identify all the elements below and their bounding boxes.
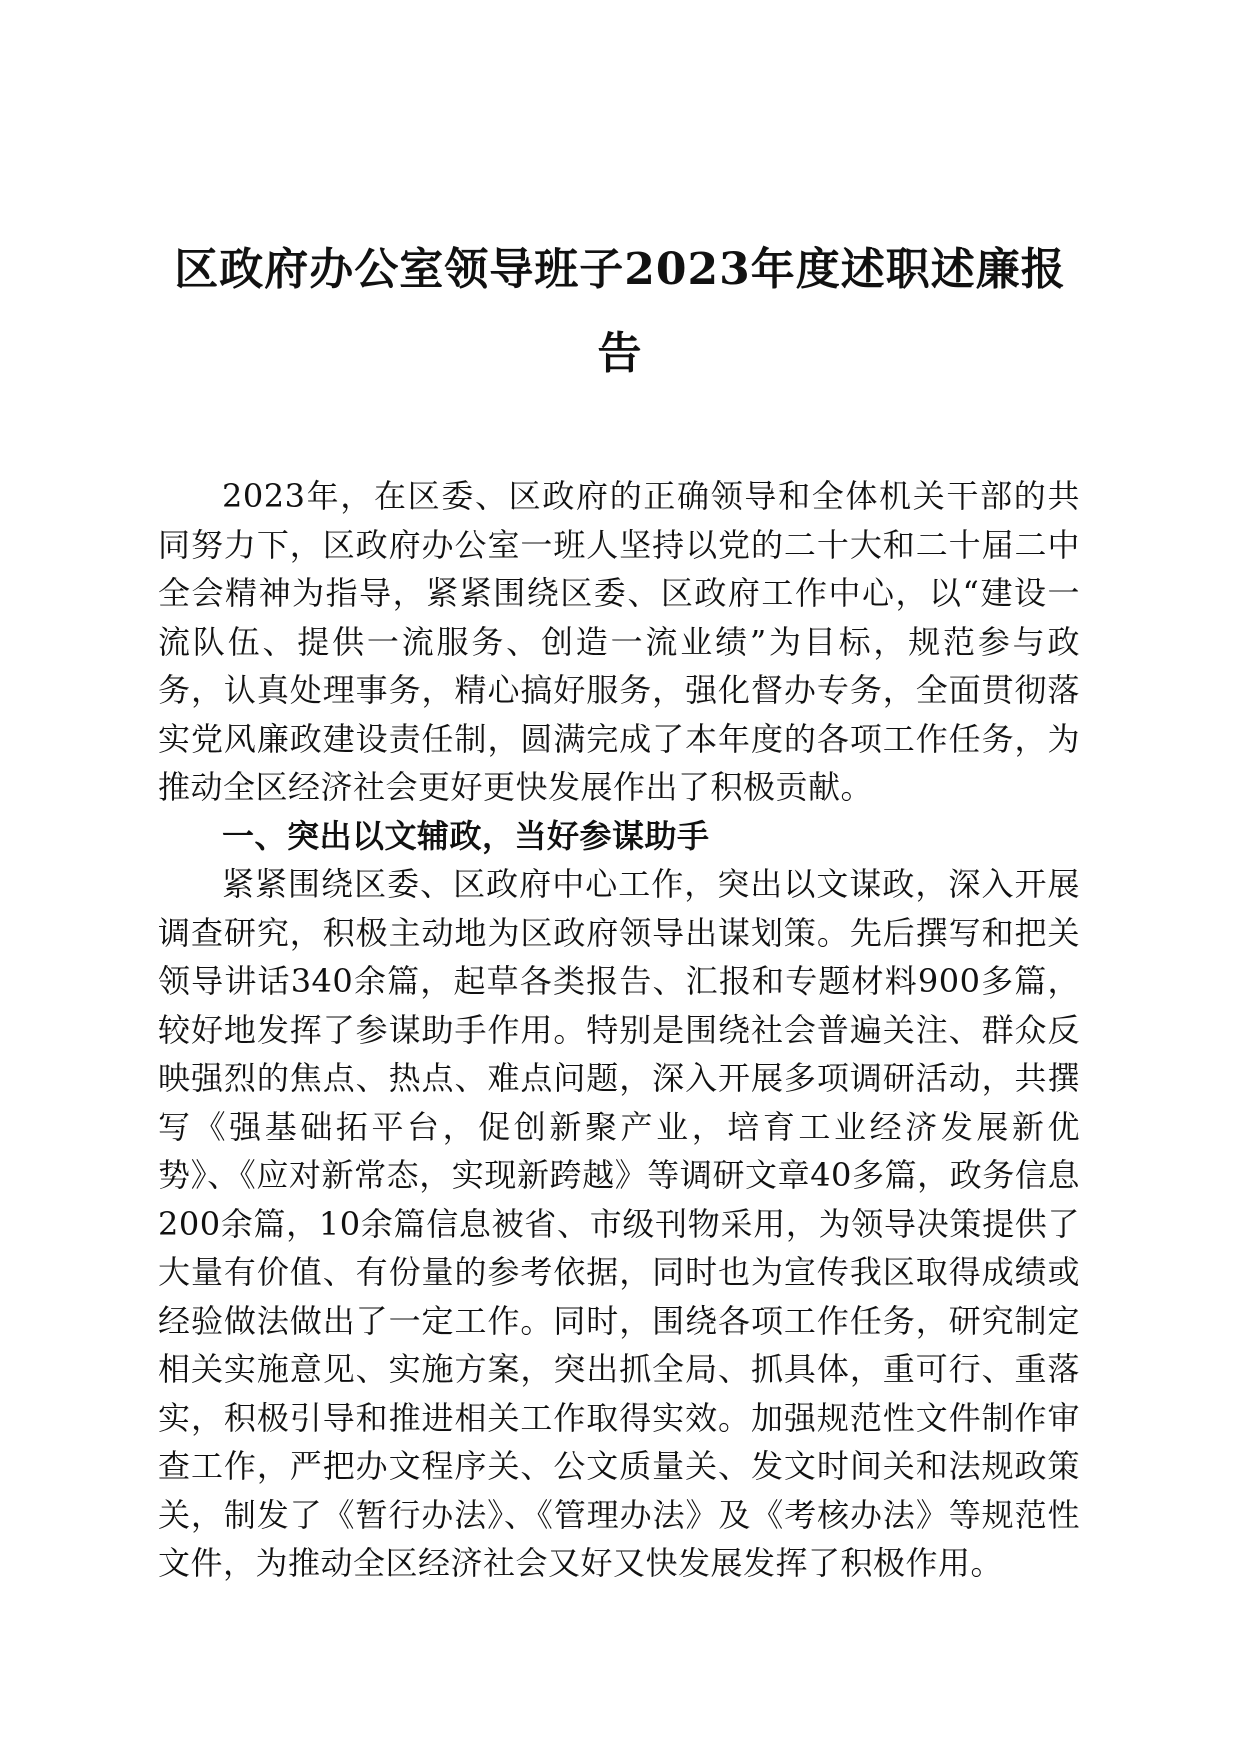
section-1-paragraph: 紧紧围绕区委、区政府中心工作，突出以文谋政，深入开展调查研究，积极主动地为区政府领导出谋划策。先后撰写和把关领导讲话340余篇，起草各类报告、汇报和专题材料900多篇，较好地发挥了参谋助手作用。特别是围绕社会普遍关注、群众反映强烈的焦点、热点、难点问题，深入开展多项调研活动，共撰写《强基础拓平台，促创新聚产业，培育工业经济发展新优势》、《应对新常态，实现新跨越》等调研文章40多篇，政务信息200余篇，10余篇信息被省、市级刊物采用，为领导决策提供了大量有价值、有份量的参考依据，同时也为宣传我区取得成绩或经验做法做出了一定工作。同时，围绕各项工作任务，研究制定相关实施意见、实施方案，突出抓全局、抓具体，重可行、重落实，积极引导和推进相关工作取得实效。加强规范性文件制作审查工作，严把办文程序关、公文质量关、发文时间关和法规政策关，制发了《暂行办法》、《管理办法》及《考核办法》等规范性文件，为推动全区经济社会又好又快发展发挥了积极作用。 xyxy=(158,865,1080,1582)
section-1-heading: 一、突出以文辅政，当好参谋助手 xyxy=(222,816,710,855)
document-title-line-1: 区政府办公室领导班子2023年度述职述廉报 xyxy=(174,244,1066,295)
document-body xyxy=(158,472,1080,1588)
document-title xyxy=(150,228,1090,396)
intro-paragraph: 2023年，在区委、区政府的正确领导和全体机关干部的共同努力下，区政府办公室一班人坚持以党的二十大和二十届二中全会精神为指导，紧紧围绕区委、区政府工作中心，以“建设一流队伍、提供一流服务、创造一流业绩”为目标，规范参与政务，认真处理事务，精心搞好服务，强化督办专务，全面贯彻落实党风廉政建设责任制，圆满完成了本年度的各项工作任务，为推动全区经济社会更好更快发展作出了积极贡献。 xyxy=(158,477,1080,806)
document-title-line-2: 告 xyxy=(597,328,643,379)
